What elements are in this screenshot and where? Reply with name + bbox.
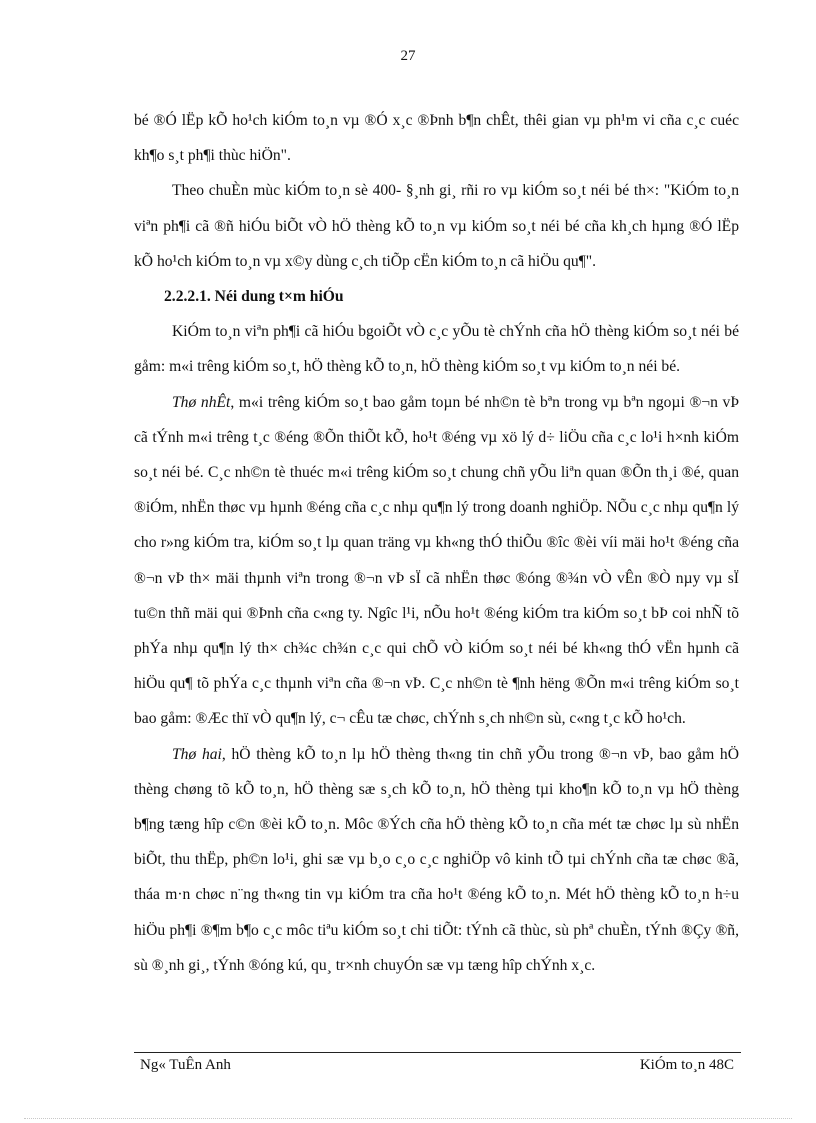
footer-divider xyxy=(134,1052,741,1053)
footer-author: Ng« TuÊn Anh xyxy=(140,1057,231,1073)
paragraph-first-point xyxy=(134,385,739,737)
paragraph-components: KiÓm to¸n viªn ph¶i cã hiÓu bgoiÕt vÒ c¸c yÕu tè chÝnh cña hÖ thèng kiÓm so¸t néi bé gåm: m«i trêng kiÓm so¸t, hÖ thèng kÕ to¸n, hÖ thèng kiÓm so¸t vµ kiÓm to¸n néi bé. xyxy=(134,323,739,376)
paragraph-second-point xyxy=(134,737,739,983)
page-number: 27 xyxy=(400,48,416,64)
paragraph-second-text: , hÖ thèng kÕ to¸n lµ hÖ thèng th«ng tin chñ yÕu trong ®¬n vÞ, bao gåm hÖ thèng chøng tõ kÕ to¸n, hÖ thèng sæ s¸ch kÕ to¸n, hÖ thèng tµi kho¶n kÕ to¸n vµ hÖ thèng b¶ng tæng hîp c©n ®èi kÕ to¸n. Môc ®Ých cña hÖ thèng kÕ to¸n cña mét tæ chøc lµ sù nhËn biÕt, thu thËp, ph©n lo¹i, ghi sæ vµ b¸o c¸o c¸c nghiÖp vô kinh tÕ tµi chÝnh cña tæ chøc ®ã, tháa m·n chøc n¨ng th«ng tin vµ kiÓm tra cña ho¹t ®éng kÕ to¸n. Mét hÖ thèng kÕ to¸n h÷u hiÖu ph¶i ®¶m b¶o c¸c môc tiªu kiÓm so¸t chi tiÕt: tÝnh cã thùc, sù phª chuÈn, tÝnh ®Çy ®ñ, sù ®¸nh gi¸, tÝnh ®óng kú, qu¸ tr×nh chuyÓn sæ vµ tæng hîp chÝnh x¸c. xyxy=(134,745,739,974)
section-heading: 2.2.2.1. Néi dung t×m hiÓu xyxy=(164,288,344,306)
page-bottom-border xyxy=(24,1118,792,1119)
lead-first: Thø nhÊt xyxy=(172,393,231,411)
paragraph-standard-400: Theo chuÈn mùc kiÓm to¸n sè 400- §¸nh gi¸ rñi ro vµ kiÓm so¸t néi bé th×: "KiÓm to¸n viªn ph¶i cã ®ñ hiÓu biÕt vÒ hÖ thèng kÕ to¸n vµ kiÓm so¸t néi bé cña kh¸ch hµng ®Ó lËp kÕ ho¹ch kiÓm to¸n vµ x©y dùng c¸ch tiÕp cËn kiÓm to¸n cã hiÖu qu¶". xyxy=(134,182,739,270)
body-text xyxy=(134,103,739,983)
footer-class: KiÓm to¸n 48C xyxy=(639,1057,734,1073)
paragraph-first-text: , m«i trêng kiÓm so¸t bao gåm toµn bé nh©n tè bªn trong vµ bªn ngoµi ®¬n vÞ cã tÝnh m«i trêng t¸c ®éng ®Õn thiÕt kÕ, ho¹t ®éng vµ xö lý d÷ liÖu cña c¸c lo¹i h×nh kiÓm so¸t néi bé. C¸c nh©n tè thuéc m«i trêng kiÓm so¸t chung chñ yÕu liªn quan ®Õn th¸i ®é, quan ®iÓm, nhËn thøc vµ hµnh ®éng cña c¸c nhµ qu¶n lý trong doanh nghiÖp. NÕu c¸c nhµ qu¶n lý cho r»ng kiÓm tra, kiÓm so¸t lµ quan träng vµ kh«ng thÓ thiÕu ®îc ®èi víi mäi ho¹t ®éng cña ®¬n vÞ th× mäi thµnh viªn trong ®¬n vÞ sÏ cã nhËn thøc ®óng ®¾n vÒ vÊn ®Ò nµy vµ sÏ tu©n thñ mäi qui ®Þnh cña c«ng ty. Ngîc l¹i, nÕu ho¹t ®éng kiÓm tra kiÓm so¸t bÞ coi nhÑ tõ phÝa nhµ qu¶n lý th× ch¾c ch¾n c¸c qui chÕ vÒ kiÓm so¸t néi bé kh«ng thÓ vËn hµnh cã hiÖu qu¶ tõ phÝa c¸c thµnh viªn cña ®¬n vÞ. C¸c nh©n tè ¶nh hëng ®Õn m«i trêng kiÓm so¸t bao gåm: ®Æc thï vÒ qu¶n lý, c¬ cÊu tæ chøc, chÝnh s¸ch nh©n sù, c«ng t¸c kÕ ho¹ch. xyxy=(134,393,739,728)
paragraph-continuation: bé ®Ó lËp kÕ ho¹ch kiÓm to¸n vµ ®Ó x¸c ®Þnh b¶n chÊt, thêi gian vµ ph¹m vi cña c¸c cuéc kh¶o s¸t ph¶i thùc hiÖn". xyxy=(134,112,739,165)
lead-second: Thø hai xyxy=(172,745,222,763)
